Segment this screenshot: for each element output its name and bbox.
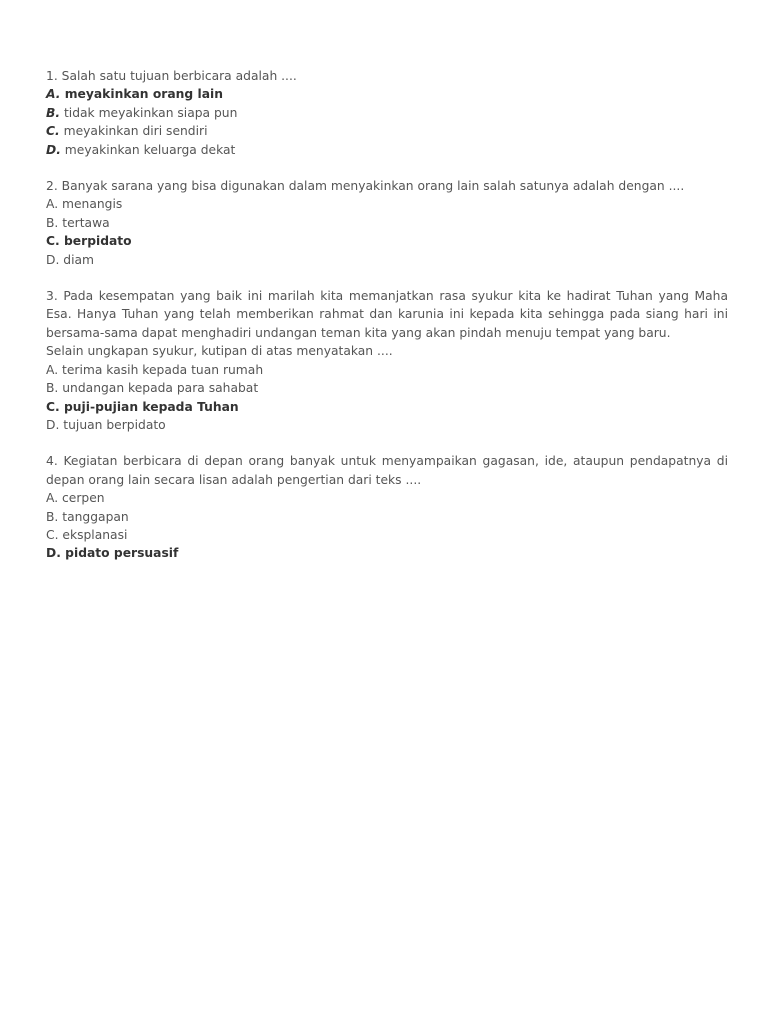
- option-letter: D.: [46, 417, 60, 432]
- option-d: [46, 544, 728, 562]
- option-d: [46, 141, 728, 159]
- option-b: [46, 214, 728, 232]
- question-3: [46, 287, 728, 434]
- option-a: [46, 195, 728, 213]
- option-letter: C.: [46, 527, 59, 542]
- option-letter: B.: [46, 105, 61, 120]
- option-text: tidak meyakinkan siapa pun: [60, 105, 238, 120]
- option-text: berpidato: [59, 234, 132, 249]
- option-a: [46, 85, 728, 103]
- question-text: [46, 452, 728, 489]
- option-c: [46, 232, 728, 250]
- option-letter: D.: [46, 142, 61, 157]
- option-c: [46, 122, 728, 140]
- question-paragraph: 1. Salah satu tujuan berbicara adalah ....: [46, 69, 297, 83]
- option-letter: B.: [46, 215, 59, 230]
- question-text: [46, 177, 728, 195]
- option-a: [46, 489, 728, 507]
- option-text: menangis: [58, 197, 123, 212]
- option-d: [46, 416, 728, 434]
- option-text: diam: [59, 252, 95, 267]
- option-d: [46, 251, 728, 269]
- option-text: meyakinkan diri sendiri: [59, 124, 208, 139]
- option-b: [46, 379, 728, 397]
- option-letter: D.: [46, 252, 60, 267]
- option-letter: A.: [46, 362, 59, 377]
- option-text: tertawa: [58, 215, 110, 230]
- option-letter: A.: [46, 197, 59, 212]
- option-text: meyakinkan orang lain: [60, 87, 223, 102]
- option-letter: B.: [46, 381, 59, 396]
- question-paragraph: 4. Kegiatan berbicara di depan orang banyak untuk menyampaikan gagasan, ide, ataupun pendapatnya di depan orang lain secara lisan adalah pengertian dari teks ....: [46, 454, 728, 487]
- option-text: tanggapan: [58, 509, 129, 524]
- option-text: puji-pujian kepada Tuhan: [59, 399, 239, 414]
- option-letter: C.: [46, 234, 60, 249]
- question-paragraph: 2. Banyak sarana yang bisa digunakan dalam menyakinkan orang lain salah satunya adalah dengan ....: [46, 179, 685, 194]
- option-text: pidato persuasif: [60, 546, 179, 561]
- option-text: meyakinkan keluarga dekat: [60, 142, 236, 157]
- option-b: [46, 508, 728, 526]
- option-text: terima kasih kepada tuan rumah: [58, 362, 264, 377]
- question-2: [46, 177, 728, 269]
- option-a: [46, 361, 728, 379]
- option-text: undangan kepada para sahabat: [58, 381, 259, 396]
- option-c: [46, 398, 728, 416]
- option-b: [46, 104, 728, 122]
- option-letter: B.: [46, 509, 59, 524]
- option-letter: A.: [46, 87, 61, 102]
- option-letter: D.: [46, 546, 61, 561]
- question-1: [46, 67, 728, 159]
- question-paragraph: 3. Pada kesempatan yang baik ini marilah kita memanjatkan rasa syukur kita ke hadirat Tuhan yang Maha Esa. Hanya Tuhan yang telah memberikan rahmat dan karunia ini kepada kita sehingga pada siang hari ini bersama-sama dapat menghadiri undangan teman kita yang akan pindah menuju tempat yang baru.: [46, 289, 728, 340]
- option-letter: C.: [46, 124, 60, 139]
- option-text: cerpen: [58, 491, 105, 506]
- option-text: tujuan berpidato: [59, 417, 166, 432]
- question-text: [46, 67, 728, 85]
- option-letter: C.: [46, 399, 60, 414]
- question-prompt: Selain ungkapan syukur, kutipan di atas menyatakan ....: [46, 344, 393, 359]
- question-4: [46, 452, 728, 562]
- option-text: eksplanasi: [58, 527, 128, 542]
- question-text: [46, 287, 728, 361]
- option-letter: A.: [46, 491, 59, 506]
- option-c: [46, 526, 728, 544]
